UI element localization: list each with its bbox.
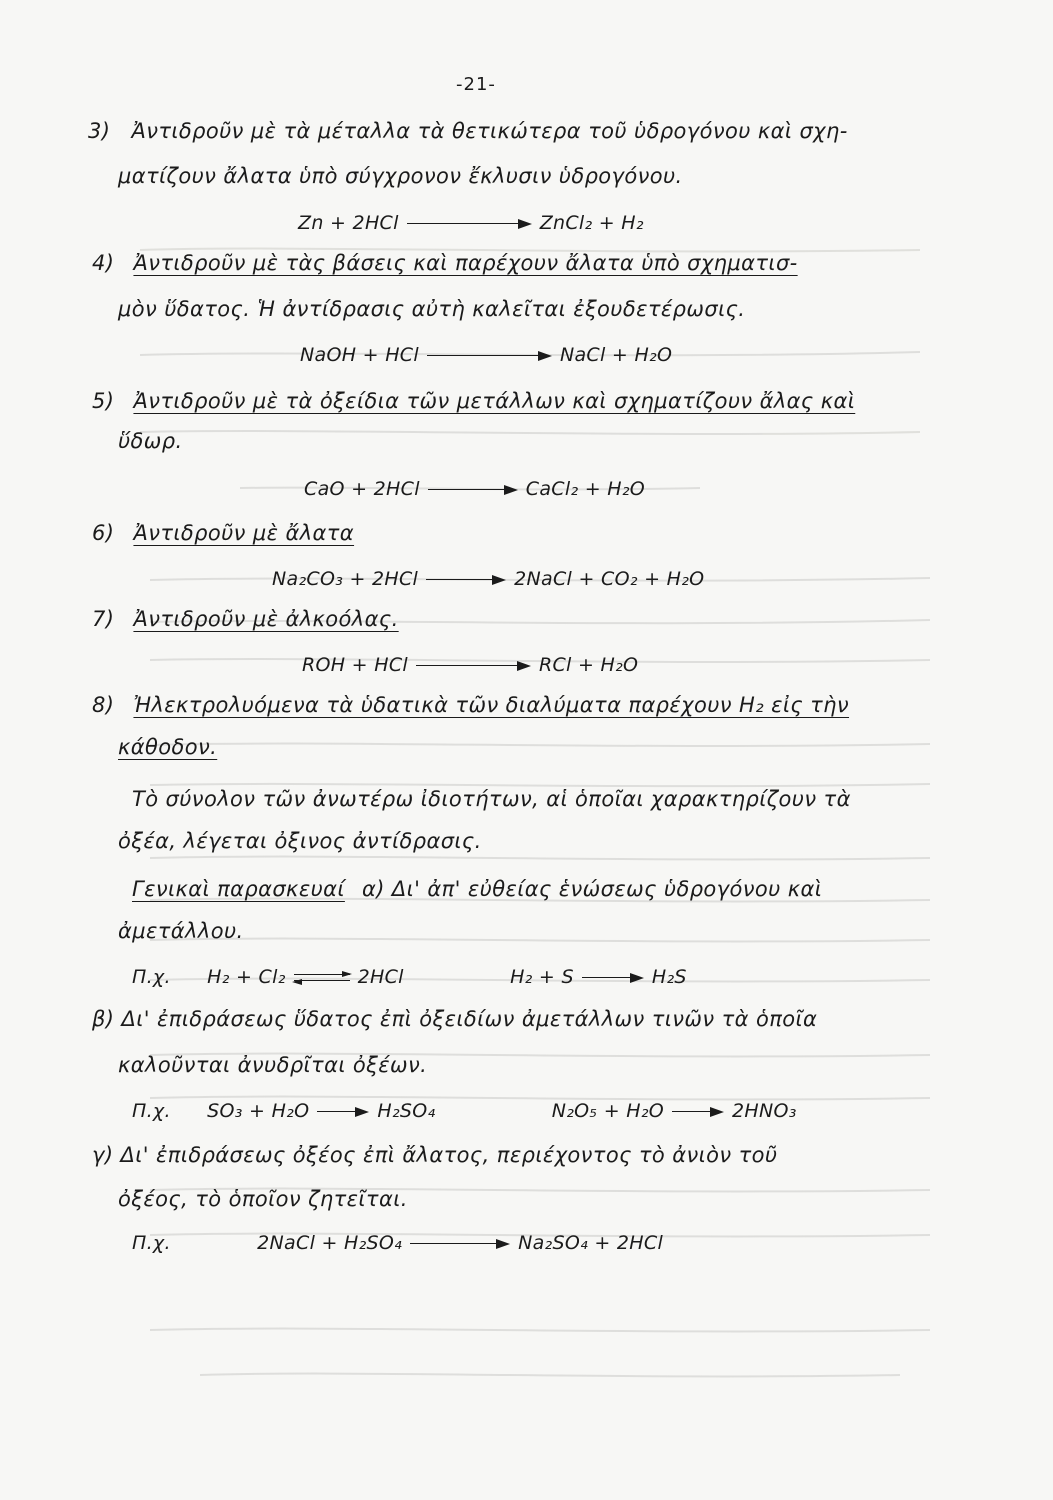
item-3-text-2: ματίζουν ἄλατα ὑπὸ σύγχρονον ἔκλυσιν ὑδρογόνου. [118, 164, 683, 188]
prep-b-ex2-left: N₂O₅ + H₂O [551, 1100, 665, 1122]
item-8-line-1 [92, 692, 849, 718]
prep-b-ex1-left: SO₃ + H₂O [207, 1100, 310, 1122]
item-4-line-1 [92, 250, 798, 276]
item-3-text-1: Ἀντιδροῦν μὲ τὰ μέταλλα τὰ θετικώτερα τοῦ ὑδρογόνου καὶ σχη- [131, 119, 848, 143]
reaction-arrow-icon [426, 575, 506, 585]
prep-a-line-1 [132, 876, 822, 902]
reaction-arrow-icon [428, 485, 518, 495]
item-6-eq-left: Na₂CO₃ + 2HCl [272, 568, 419, 590]
prep-c-text-1: γ) Δι' ἐπιδράσεως ὀξέος ἐπὶ ἄλατος, περιέχοντος τὸ ἀνιὸν τοῦ [92, 1143, 778, 1167]
equilibrium-arrow-icon [294, 972, 350, 984]
item-3-number: 3) [88, 119, 111, 143]
item-5-line-1 [92, 388, 855, 414]
item-7-number: 7) [92, 607, 115, 631]
prep-a-ex2-right: H₂S [651, 966, 687, 988]
summary-line-2: ὀξέα, λέγεται ὀξινος ἀντίδρασις. [118, 829, 482, 853]
page-number: -21- [456, 74, 496, 95]
prep-a-example-label: Π.χ. [132, 966, 171, 988]
item-5-equation [304, 476, 645, 502]
prep-b-ex2-right: 2HNO₃ [732, 1100, 797, 1122]
prep-b-example-label: Π.χ. [132, 1100, 171, 1122]
item-8-text-1: Ἠλεκτρολυόμενα τὰ ὑδατικὰ τῶν διαλύματα παρέχουν H₂ εἰς τὴν [133, 693, 850, 717]
item-5-text-1: Ἀντιδροῦν μὲ τὰ ὀξείδια τῶν μετάλλων καὶ σχηματίζουν ἄλας καὶ [133, 389, 856, 413]
reaction-arrow-icon [582, 973, 644, 983]
prep-c-example-label: Π.χ. [132, 1232, 171, 1254]
item-7-equation [302, 652, 638, 678]
prep-b-text-1: β) Δι' ἐπιδράσεως ὕδατος ἐπὶ ὀξειδίων ἀμετάλλων τινῶν τὰ ὁποῖα [92, 1007, 818, 1031]
item-8-text-2: κάθοδον. [118, 735, 218, 759]
item-4-eq-left: NaOH + HCl [300, 344, 419, 366]
summary-line-1: Τὸ σύνολον τῶν ἀνωτέρω ἰδιοτήτων, αἱ ὁποῖαι χαρακτηρίζουν τὰ [132, 787, 851, 811]
reaction-arrow-icon [672, 1107, 724, 1117]
item-3-eq-right: ZnCl₂ + H₂ [539, 212, 644, 234]
item-6-number: 6) [92, 521, 115, 545]
item-3-line-1 [88, 118, 848, 144]
reaction-arrow-icon [407, 219, 532, 229]
item-3-equation [298, 210, 644, 236]
prep-b-ex1-right: H₂SO₄ [377, 1100, 436, 1122]
prep-c-examples [132, 1230, 663, 1256]
item-4-eq-right: NaCl + H₂O [559, 344, 673, 366]
item-7-text-1: Ἀντιδροῦν μὲ ἀλκοόλας. [133, 607, 399, 631]
reaction-arrow-icon [410, 1239, 510, 1249]
item-6-equation [272, 566, 704, 592]
item-7-line-1 [92, 606, 399, 632]
item-3-eq-left: Zn + 2HCl [298, 212, 399, 234]
prep-b-examples [132, 1098, 797, 1124]
prep-c-ex1-left: 2NaCl + H₂SO₄ [257, 1232, 403, 1254]
prep-c-ex1-right: Na₂SO₄ + 2HCl [518, 1232, 664, 1254]
prep-a-text-1: α) Δι' ἀπ' εὐθείας ἑνώσεως ὑδρογόνου καὶ [361, 877, 823, 901]
item-5-text-2: ὕδωρ. [118, 429, 183, 453]
item-6-eq-right: 2NaCl + CO₂ + H₂O [514, 568, 705, 590]
item-4-text-2: μὸν ὕδατος. Ἡ ἀντίδρασις αὐτὴ καλεῖται ἐξουδετέρωσις. [118, 297, 746, 321]
item-6-line-1 [92, 520, 354, 546]
prep-a-ex2-left: H₂ + S [510, 966, 574, 988]
prep-b-text-2: καλοῦνται ἀνυδρῖται ὀξέων. [118, 1053, 428, 1077]
item-7-eq-right: RCl + H₂O [538, 654, 639, 676]
reaction-arrow-icon [427, 351, 552, 361]
item-4-text-1: Ἀντιδροῦν μὲ τὰς βάσεις καὶ παρέχουν ἄλατα ὑπὸ σχηματισ- [133, 251, 798, 275]
prep-a-text-2: ἀμετάλλου. [118, 919, 244, 943]
item-8-number: 8) [92, 693, 115, 717]
prep-c-text-2: ὀξέος, τὸ ὁποῖον ζητεῖται. [118, 1187, 408, 1211]
prep-a-ex1-right: 2HCl [357, 966, 404, 988]
item-4-number: 4) [92, 251, 115, 275]
reaction-arrow-icon [416, 661, 531, 671]
reaction-arrow-icon [317, 1107, 369, 1117]
prep-heading: Γενικαὶ παρασκευαί [132, 877, 345, 901]
item-5-eq-right: CaCl₂ + H₂O [525, 478, 646, 500]
item-5-number: 5) [92, 389, 115, 413]
item-7-eq-left: ROH + HCl [302, 654, 408, 676]
item-5-eq-left: CaO + 2HCl [304, 478, 420, 500]
prep-a-ex1-left: H₂ + Cl₂ [207, 966, 286, 988]
item-6-text-1: Ἀντιδροῦν μὲ ἄλατα [133, 521, 355, 545]
prep-a-examples [132, 964, 687, 990]
item-4-equation [300, 342, 672, 368]
